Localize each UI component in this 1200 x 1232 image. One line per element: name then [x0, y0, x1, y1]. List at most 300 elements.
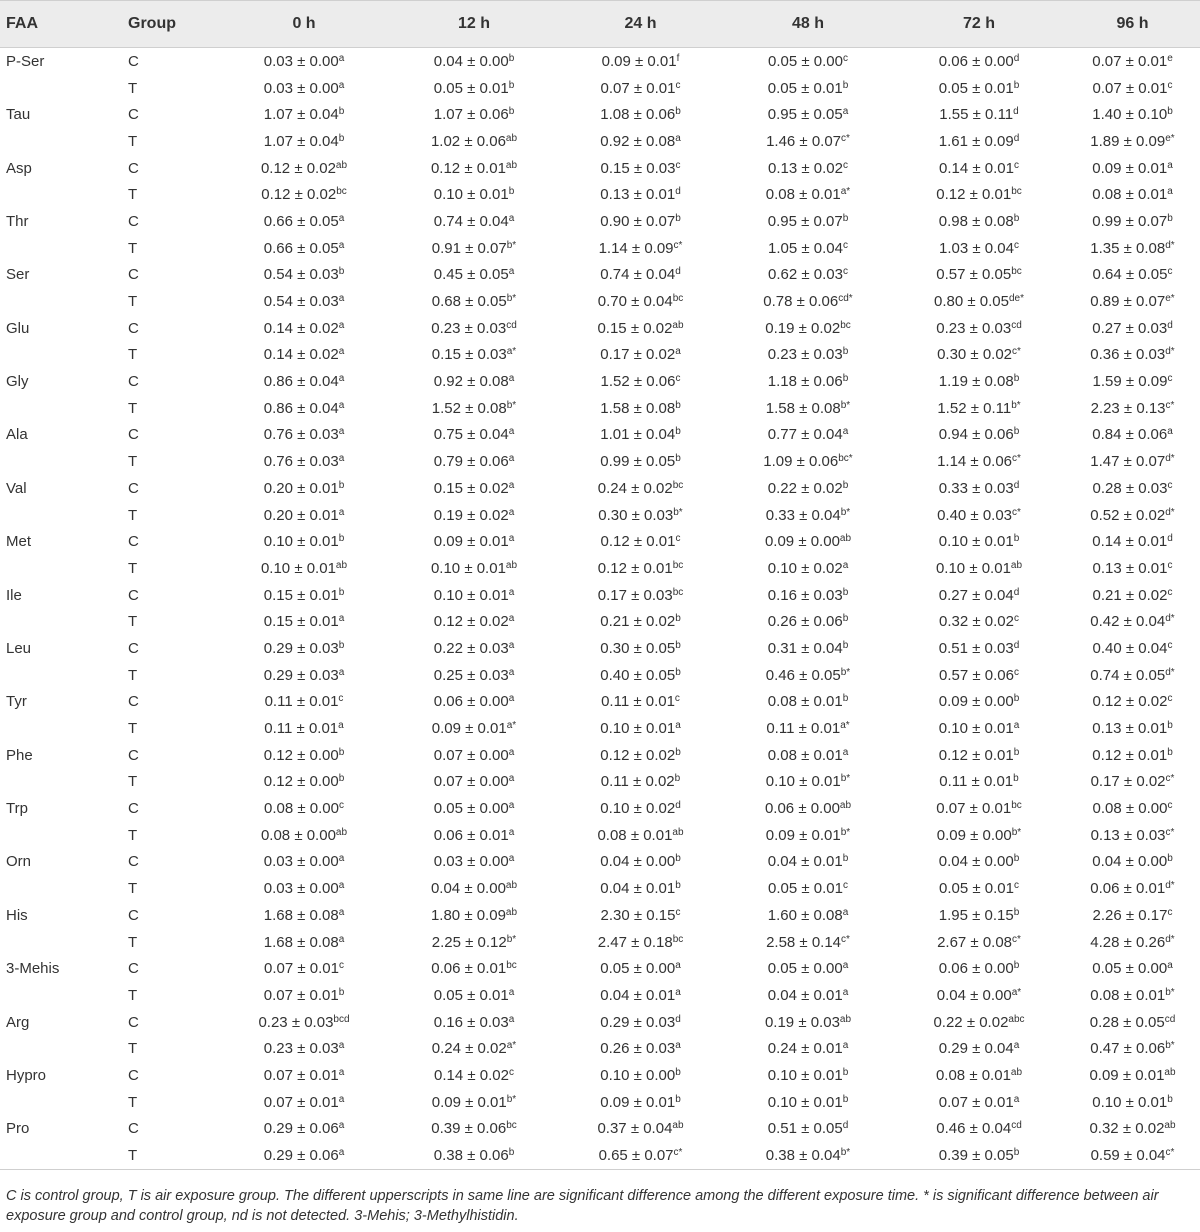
value-cell [1065, 101, 1200, 128]
significance-superscript: b* [506, 1093, 517, 1105]
significance-superscript: b [338, 986, 345, 998]
value-text: 0.74 ± 0.04 [600, 266, 676, 284]
value-cell [723, 875, 893, 902]
significance-superscript: b [842, 693, 849, 705]
value-text: 0.10 ± 0.01 [767, 1093, 843, 1111]
value-text: 0.09 ± 0.01 [1089, 1066, 1165, 1084]
significance-superscript: ab [335, 826, 348, 838]
faa-cell [0, 1089, 128, 1116]
significance-superscript: b [1167, 1093, 1173, 1105]
significance-superscript: c [338, 800, 344, 812]
table-row [0, 181, 1200, 208]
value-cell [893, 982, 1065, 1009]
value-text: 0.06 ± 0.00 [938, 52, 1014, 70]
significance-superscript: d [1013, 479, 1020, 491]
value-text: 0.79 ± 0.06 [433, 453, 509, 471]
value-cell [218, 475, 390, 502]
value-text: 1.68 ± 0.08 [263, 933, 339, 951]
significance-superscript: d [1013, 52, 1020, 64]
value-text: 0.05 ± 0.01 [767, 79, 843, 97]
footnote: C is control group, T is air exposure group. The different upperscripts in same line are significant difference among the different exposure time. * is significant difference between air exposure group and control group, nd is not detected. 3-Mehis; 3-Methylhistidin. [6, 1188, 1159, 1224]
faa-cell: Met [6, 533, 32, 551]
value-text: 1.52 ± 0.11 [937, 399, 1012, 417]
significance-superscript: a* [1011, 986, 1022, 998]
value-cell [390, 315, 558, 342]
value-cell [558, 1035, 723, 1062]
faa-cell [0, 342, 128, 369]
value-text: 0.09 ± 0.00 [936, 826, 1012, 844]
significance-superscript: c [1167, 479, 1173, 491]
value-text: 0.33 ± 0.03 [938, 479, 1014, 497]
table-row [0, 1009, 1200, 1036]
value-cell [723, 288, 893, 315]
significance-superscript: a [675, 1040, 681, 1052]
group-cell: T [128, 399, 138, 417]
value-cell [1065, 342, 1200, 369]
significance-superscript: a [508, 266, 515, 278]
value-cell [1065, 795, 1200, 822]
value-text: 0.12 ± 0.01 [938, 746, 1014, 764]
value-cell [558, 315, 723, 342]
significance-superscript: c [675, 533, 681, 545]
significance-superscript: a [842, 986, 849, 998]
group-cell: T [128, 880, 138, 898]
faa-cell [0, 235, 128, 262]
value-text: 0.08 ± 0.00 [1092, 800, 1168, 818]
significance-superscript: c [842, 880, 848, 892]
value-cell [390, 262, 558, 289]
value-text: 0.09 ± 0.00 [938, 693, 1014, 711]
significance-superscript: ab [1164, 1120, 1176, 1132]
value-text: 0.77 ± 0.04 [767, 426, 843, 444]
group-cell: C [128, 800, 139, 818]
significance-superscript: c [508, 1066, 514, 1078]
value-cell [723, 502, 893, 529]
significance-superscript: a [1167, 426, 1173, 438]
value-text: 0.70 ± 0.04 [597, 293, 673, 311]
value-text: 4.28 ± 0.26 [1090, 933, 1166, 951]
value-cell [390, 101, 558, 128]
value-text: 0.14 ± 0.02 [263, 319, 339, 337]
value-cell [1065, 368, 1200, 395]
significance-superscript: b [1013, 853, 1020, 865]
value-text: 1.68 ± 0.08 [263, 906, 339, 924]
significance-superscript: b [338, 479, 345, 491]
value-cell [1065, 608, 1200, 635]
group-cell: C [128, 373, 139, 391]
value-cell [723, 1062, 893, 1089]
significance-superscript: c [1167, 559, 1173, 571]
value-cell [1065, 448, 1200, 475]
value-text: 1.09 ± 0.06 [763, 453, 839, 471]
value-text: 0.15 ± 0.02 [433, 479, 509, 497]
significance-superscript: a [675, 986, 681, 998]
value-text: 0.07 ± 0.00 [433, 773, 509, 791]
value-text: 0.91 ± 0.07 [431, 239, 507, 257]
value-cell [390, 528, 558, 555]
group-cell: T [128, 79, 138, 97]
value-text: 0.84 ± 0.06 [1092, 426, 1168, 444]
significance-superscript: ab [839, 800, 852, 812]
significance-superscript: c [1167, 266, 1173, 278]
value-cell [1065, 875, 1200, 902]
significance-superscript: ab [335, 159, 348, 171]
value-cell [558, 101, 723, 128]
value-cell [558, 982, 723, 1009]
value-cell [218, 689, 390, 716]
value-text: 0.38 ± 0.06 [433, 1147, 509, 1165]
value-text: 0.65 ± 0.07 [598, 1147, 674, 1165]
significance-superscript: b [508, 1147, 515, 1159]
group-cell: T [128, 132, 138, 150]
table-row [0, 262, 1200, 289]
value-cell [218, 1062, 390, 1089]
significance-superscript: a [338, 933, 345, 945]
table-row [0, 982, 1200, 1009]
significance-superscript: a [338, 373, 345, 385]
table-row [0, 849, 1200, 876]
significance-superscript: a [508, 1013, 515, 1025]
faa-cell [0, 181, 128, 208]
group-cell: T [128, 559, 138, 577]
value-cell [390, 1009, 558, 1036]
value-cell [893, 929, 1065, 956]
value-text: 0.17 ± 0.03 [597, 586, 673, 604]
value-text: 0.22 ± 0.02 [933, 1013, 1009, 1031]
value-text: 0.08 ± 0.01 [1092, 186, 1168, 204]
table-row [0, 662, 1200, 689]
value-cell [218, 448, 390, 475]
value-cell [1065, 715, 1200, 742]
value-text: 0.09 ± 0.00 [764, 533, 840, 551]
significance-superscript: b* [673, 506, 683, 518]
header-96h: 96 h [1065, 1, 1200, 48]
value-text: 0.16 ± 0.03 [433, 1013, 509, 1031]
value-text: 0.51 ± 0.05 [767, 1120, 843, 1138]
faa-cell [0, 75, 128, 102]
value-text: 0.07 ± 0.00 [433, 746, 509, 764]
significance-superscript: b* [840, 399, 851, 411]
value-text: 0.80 ± 0.05 [934, 293, 1009, 311]
table-row [0, 742, 1200, 769]
value-cell [390, 1116, 558, 1143]
significance-superscript: a [508, 479, 515, 491]
significance-superscript: d [1013, 106, 1019, 118]
value-cell [1065, 1142, 1200, 1169]
value-cell [723, 528, 893, 555]
value-text: 0.07 ± 0.01 [263, 1066, 339, 1084]
faa-cell [0, 822, 128, 849]
table-row [0, 608, 1200, 635]
table-row [0, 315, 1200, 342]
value-text: 0.15 ± 0.03 [600, 159, 676, 177]
value-cell [893, 955, 1065, 982]
significance-superscript: a [508, 506, 515, 518]
significance-superscript: bc [672, 293, 684, 305]
value-text: 0.17 ± 0.02 [600, 346, 676, 364]
significance-superscript: d* [1165, 933, 1175, 945]
value-text: 2.47 ± 0.18 [597, 933, 673, 951]
significance-superscript: b [675, 1066, 681, 1078]
value-text: 0.66 ± 0.05 [263, 212, 339, 230]
faa-cell: Leu [6, 639, 32, 657]
significance-superscript: bc [840, 319, 851, 331]
value-text: 0.10 ± 0.01 [263, 533, 339, 551]
value-text: 0.20 ± 0.01 [263, 479, 339, 497]
value-text: 0.47 ± 0.06 [1090, 1040, 1166, 1058]
significance-superscript: c* [1165, 399, 1175, 411]
value-text: 0.10 ± 0.01 [938, 720, 1014, 738]
value-cell [558, 769, 723, 796]
significance-superscript: ab [672, 826, 684, 838]
significance-superscript: cd [1164, 1013, 1176, 1025]
value-cell [723, 849, 893, 876]
table-row [0, 48, 1200, 75]
significance-superscript: b [1167, 106, 1173, 118]
significance-superscript: c* [673, 239, 683, 251]
value-cell [893, 902, 1065, 929]
value-text: 0.15 ± 0.03 [431, 346, 507, 364]
value-cell [1065, 502, 1200, 529]
faa-cell [0, 555, 128, 582]
value-cell [390, 475, 558, 502]
value-cell [390, 1142, 558, 1169]
value-cell [390, 155, 558, 182]
value-cell [390, 555, 558, 582]
value-cell [558, 715, 723, 742]
value-text: 0.08 ± 0.01 [1090, 986, 1166, 1004]
significance-superscript: e* [1165, 293, 1175, 305]
value-text: 0.08 ± 0.00 [260, 826, 336, 844]
significance-superscript: c* [841, 933, 850, 945]
value-text: 0.19 ± 0.03 [764, 1013, 840, 1031]
value-text: 0.27 ± 0.03 [1092, 319, 1168, 337]
significance-superscript: a [842, 960, 849, 972]
value-text: 0.03 ± 0.00 [433, 853, 509, 871]
value-text: 0.11 ± 0.01 [766, 720, 841, 738]
table-row [0, 689, 1200, 716]
table-row [0, 795, 1200, 822]
group-cell: T [128, 986, 138, 1004]
significance-superscript: c* [1012, 506, 1021, 518]
table-row [0, 528, 1200, 555]
value-cell [1065, 128, 1200, 155]
significance-superscript: cd* [838, 293, 853, 305]
significance-superscript: a [338, 453, 345, 465]
value-cell [893, 262, 1065, 289]
value-cell [723, 1116, 893, 1143]
significance-superscript: a [338, 239, 345, 251]
faa-cell: Asp [6, 159, 32, 177]
value-cell [723, 689, 893, 716]
value-text: 0.12 ± 0.01 [1092, 746, 1168, 764]
value-text: 0.05 ± 0.00 [767, 960, 843, 978]
value-cell [218, 1035, 390, 1062]
value-text: 0.13 ± 0.02 [768, 159, 843, 177]
value-cell [723, 555, 893, 582]
value-cell [1065, 662, 1200, 689]
table-row [0, 288, 1200, 315]
value-cell [723, 742, 893, 769]
value-text: 0.39 ± 0.06 [431, 1120, 507, 1138]
value-text: 1.07 ± 0.04 [263, 132, 339, 150]
value-cell [390, 715, 558, 742]
significance-superscript: b [675, 1093, 681, 1105]
significance-superscript: b [338, 106, 345, 118]
significance-superscript: bc [1011, 800, 1022, 812]
value-cell [1065, 1009, 1200, 1036]
significance-superscript: b [1013, 426, 1020, 438]
value-text: 0.04 ± 0.01 [767, 853, 843, 871]
faa-cell [0, 128, 128, 155]
significance-superscript: cd [1011, 319, 1022, 331]
value-cell [723, 155, 893, 182]
value-cell [893, 822, 1065, 849]
value-cell [218, 902, 390, 929]
value-text: 0.07 ± 0.01 [938, 1093, 1014, 1111]
value-text: 0.75 ± 0.04 [433, 426, 509, 444]
value-cell [558, 448, 723, 475]
value-cell [558, 502, 723, 529]
group-cell: T [128, 773, 138, 791]
value-cell [558, 689, 723, 716]
value-cell [390, 982, 558, 1009]
significance-superscript: ab [1010, 1066, 1023, 1078]
significance-superscript: a [338, 346, 345, 358]
table-row [0, 101, 1200, 128]
value-cell [723, 1142, 893, 1169]
value-cell [1065, 181, 1200, 208]
value-text: 0.14 ± 0.01 [1092, 533, 1168, 551]
significance-superscript: d [842, 1120, 849, 1132]
value-cell [893, 48, 1065, 75]
significance-superscript: ab [672, 1120, 684, 1132]
value-cell [390, 1035, 558, 1062]
group-cell: C [128, 319, 139, 337]
significance-superscript: b* [840, 773, 851, 785]
significance-superscript: b* [840, 826, 851, 838]
significance-superscript: d* [1165, 453, 1175, 465]
value-cell [893, 208, 1065, 235]
group-cell: C [128, 106, 139, 124]
value-cell [558, 75, 723, 102]
significance-superscript: a [338, 613, 345, 625]
significance-superscript: b [1013, 1147, 1020, 1159]
value-text: 0.07 ± 0.01 [264, 960, 339, 978]
value-cell [558, 955, 723, 982]
significance-superscript: c* [1165, 1147, 1175, 1159]
faa-cell: P-Ser [6, 52, 45, 70]
faa-cell: Pro [6, 1120, 30, 1138]
value-cell [218, 982, 390, 1009]
significance-superscript: b [842, 79, 849, 91]
significance-superscript: a [1013, 720, 1020, 732]
significance-superscript: c [1167, 906, 1173, 918]
value-cell [218, 929, 390, 956]
significance-superscript: b [1013, 212, 1020, 224]
significance-superscript: bc [506, 1120, 517, 1132]
value-cell [390, 662, 558, 689]
significance-superscript: c [675, 373, 681, 385]
value-cell [893, 1089, 1065, 1116]
table-row [0, 1142, 1200, 1169]
value-text: 0.04 ± 0.00 [430, 880, 506, 898]
significance-superscript: b [842, 479, 849, 491]
value-text: 0.09 ± 0.01 [601, 52, 677, 70]
significance-superscript: c [1013, 159, 1019, 171]
value-cell [723, 48, 893, 75]
significance-superscript: a [1013, 1040, 1020, 1052]
significance-superscript: bc [1011, 266, 1022, 278]
value-text: 0.99 ± 0.07 [1092, 212, 1168, 230]
faa-cell [0, 769, 128, 796]
value-cell [558, 262, 723, 289]
value-text: 0.04 ± 0.01 [600, 880, 676, 898]
value-cell [1065, 48, 1200, 75]
significance-superscript: a [842, 906, 849, 918]
value-text: 0.06 ± 0.00 [764, 800, 840, 818]
table-body [0, 48, 1200, 1170]
value-text: 0.25 ± 0.03 [433, 666, 509, 684]
significance-superscript: b [842, 373, 849, 385]
value-cell [558, 235, 723, 262]
significance-superscript: c [842, 159, 848, 171]
value-text: 1.95 ± 0.15 [938, 906, 1014, 924]
value-cell [390, 955, 558, 982]
value-cell [723, 662, 893, 689]
significance-superscript: ab [335, 559, 348, 571]
significance-superscript: a* [840, 720, 850, 732]
value-cell [893, 235, 1065, 262]
group-cell: C [128, 586, 139, 604]
significance-superscript: c* [1165, 826, 1175, 838]
significance-superscript: b [1013, 746, 1020, 758]
significance-superscript: a [675, 132, 681, 144]
value-cell [218, 528, 390, 555]
faa-cell: Tau [6, 106, 31, 124]
value-cell [723, 1035, 893, 1062]
value-text: 1.02 ± 0.06 [430, 132, 506, 150]
value-cell [558, 475, 723, 502]
value-text: 2.30 ± 0.15 [600, 906, 676, 924]
value-text: 0.21 ± 0.02 [600, 613, 676, 631]
value-cell [218, 48, 390, 75]
value-cell [893, 742, 1065, 769]
value-text: 0.29 ± 0.03 [263, 639, 339, 657]
significance-superscript: a [338, 426, 345, 438]
faa-cell [0, 502, 128, 529]
value-cell [893, 448, 1065, 475]
significance-superscript: bc [672, 559, 684, 571]
value-cell [390, 48, 558, 75]
value-cell [558, 208, 723, 235]
value-text: 0.08 ± 0.01 [765, 186, 841, 204]
significance-superscript: a [338, 52, 345, 64]
significance-superscript: bcd [333, 1013, 350, 1025]
value-text: 0.07 ± 0.01 [263, 1093, 339, 1111]
significance-superscript: c [675, 79, 681, 91]
value-cell [1065, 315, 1200, 342]
value-cell [558, 1116, 723, 1143]
value-text: 0.22 ± 0.03 [433, 639, 509, 657]
faa-cell: Trp [6, 800, 28, 818]
value-text: 0.95 ± 0.07 [767, 212, 843, 230]
faa-cell: Orn [6, 853, 32, 871]
value-cell [218, 608, 390, 635]
value-text: 0.28 ± 0.03 [1092, 479, 1168, 497]
value-cell [1065, 395, 1200, 422]
faa-cell [0, 1142, 128, 1169]
